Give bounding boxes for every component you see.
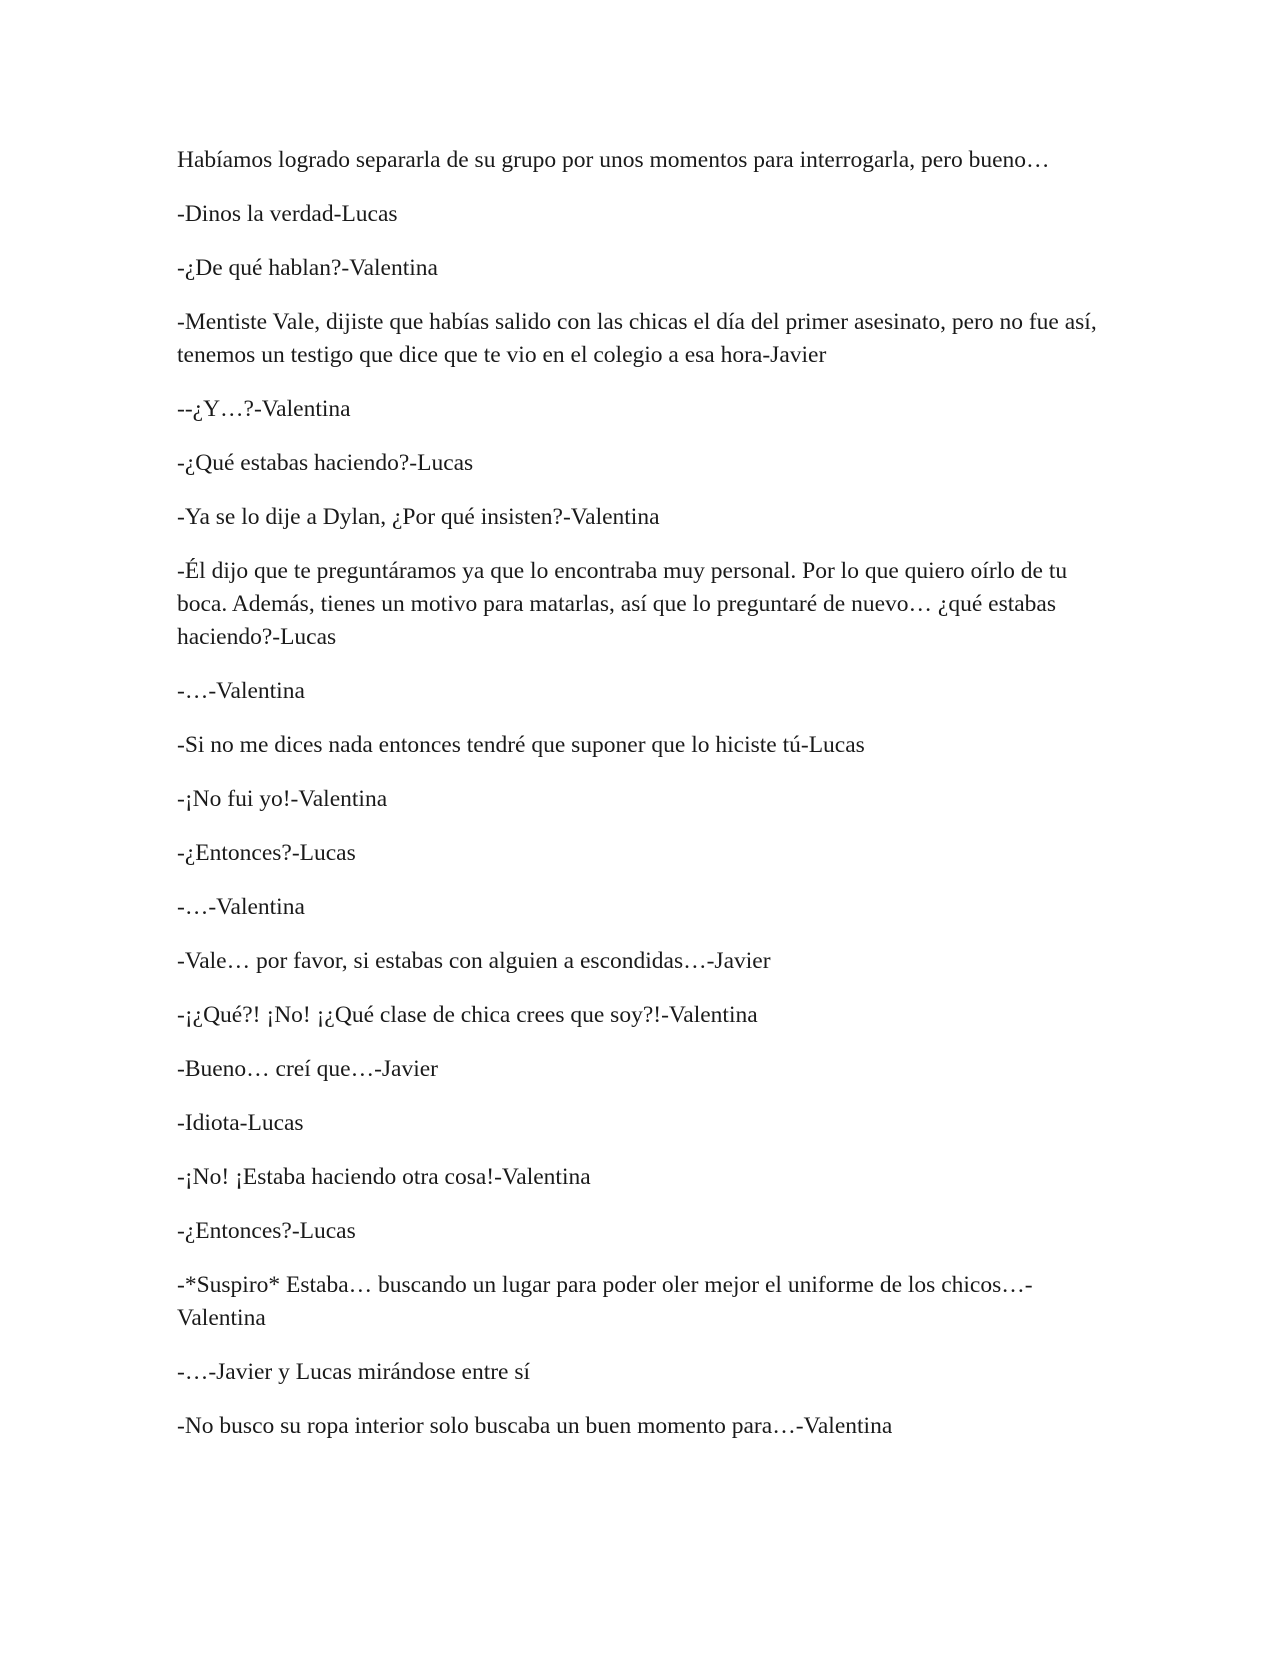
dialogue-line: -¿Qué estabas haciendo?-Lucas bbox=[177, 450, 474, 476]
dialogue-line: -Mentiste Vale, dijiste que habías salido con las chicas el día del primer asesinato, pero no fue así, tenemos un testigo que dice que te vio en el colegio a esa hora-Javier bbox=[177, 309, 1097, 368]
dialogue-line: -Si no me dices nada entonces tendré que suponer que lo hiciste tú-Lucas bbox=[177, 732, 865, 758]
dialogue-line: -¿De qué hablan?-Valentina bbox=[177, 255, 438, 281]
dialogue-line: -¡No! ¡Estaba haciendo otra cosa!-Valentina bbox=[177, 1164, 591, 1190]
dialogue-line: -¿Entonces?-Lucas bbox=[177, 1218, 356, 1244]
dialogue-line: -¡No fui yo!-Valentina bbox=[177, 786, 388, 812]
dialogue-line: -No busco su ropa interior solo buscaba un buen momento para…-Valentina bbox=[177, 1413, 893, 1439]
paragraph-intro: Habíamos logrado separarla de su grupo por unos momentos para interrogarla, pero bueno… bbox=[177, 147, 1050, 173]
dialogue-line: --¿Y…?-Valentina bbox=[177, 396, 351, 422]
dialogue-line: -¡¿Qué?! ¡No! ¡¿Qué clase de chica crees que soy?!-Valentina bbox=[177, 1002, 758, 1028]
dialogue-line: -Idiota-Lucas bbox=[177, 1110, 304, 1136]
dialogue-line: -Dinos la verdad-Lucas bbox=[177, 201, 398, 227]
dialogue-line: -…-Valentina bbox=[177, 894, 305, 920]
dialogue-line: -…-Valentina bbox=[177, 678, 305, 704]
dialogue-line: -Vale… por favor, si estabas con alguien a escondidas…-Javier bbox=[177, 948, 771, 974]
document-body bbox=[177, 144, 1107, 1464]
dialogue-line: -Ya se lo dije a Dylan, ¿Por qué insisten?-Valentina bbox=[177, 504, 660, 530]
dialogue-line: -*Suspiro* Estaba… buscando un lugar para poder oler mejor el uniforme de los chicos…-Valentina bbox=[177, 1272, 1033, 1331]
dialogue-line: -¿Entonces?-Lucas bbox=[177, 840, 356, 866]
dialogue-line: -Él dijo que te preguntáramos ya que lo encontraba muy personal. Por lo que quiero oírlo de tu boca. Además, tienes un motivo para matarlas, así que lo preguntaré de nuevo… ¿qué estabas haciendo?-Lucas bbox=[177, 558, 1068, 650]
dialogue-line: -Bueno… creí que…-Javier bbox=[177, 1056, 439, 1082]
dialogue-line: -…-Javier y Lucas mirándose entre sí bbox=[177, 1359, 531, 1385]
